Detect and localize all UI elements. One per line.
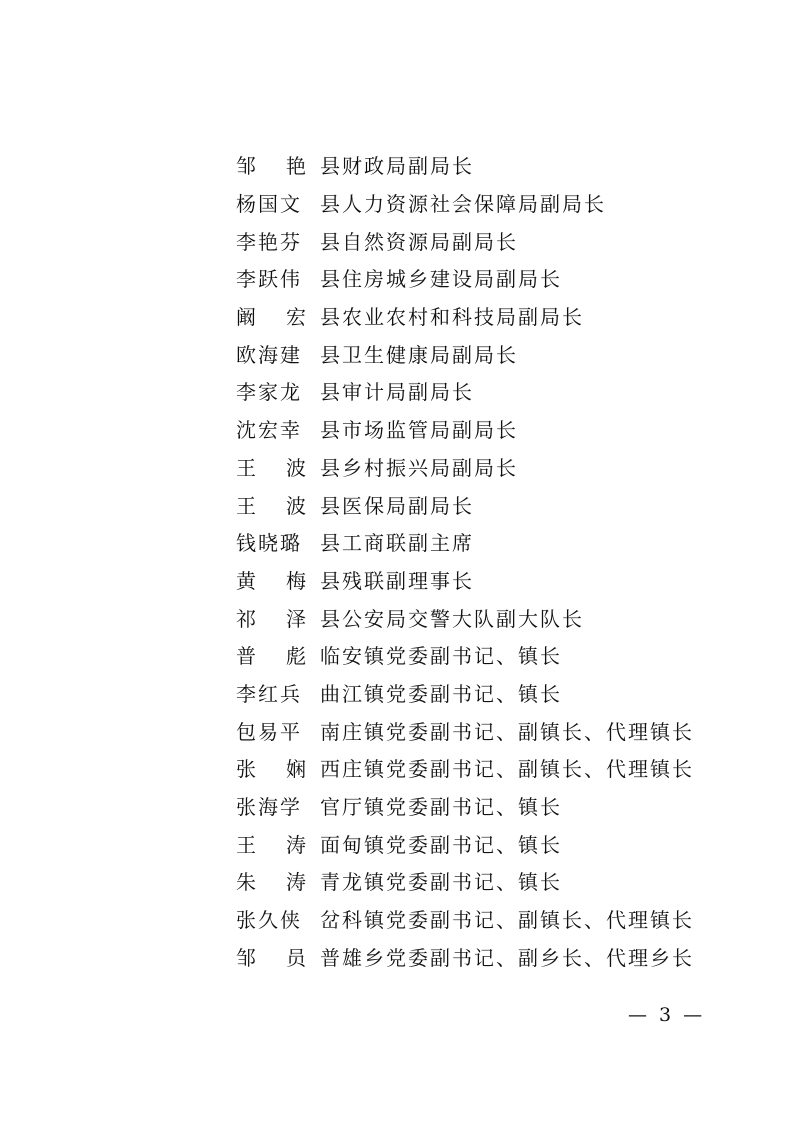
position-title: 县工商联副主席 bbox=[320, 531, 474, 556]
position-title: 西庄镇党委副书记、副镇长、代理镇长 bbox=[320, 757, 694, 782]
list-item bbox=[236, 410, 756, 448]
list-item bbox=[236, 674, 756, 712]
person-name: 张久侠 bbox=[236, 908, 302, 933]
position-title: 县自然资源局副局长 bbox=[320, 229, 518, 254]
position-title: 县医保局副局长 bbox=[320, 493, 474, 518]
position-title: 官厅镇党委副书记、镇长 bbox=[320, 795, 562, 820]
person-name: 邹 艳 bbox=[236, 154, 308, 179]
position-title: 县住房城乡建设局副局长 bbox=[320, 267, 562, 292]
position-title: 县乡村振兴局副局长 bbox=[320, 455, 518, 480]
person-name: 李红兵 bbox=[236, 681, 302, 706]
person-name: 杨国文 bbox=[236, 192, 302, 217]
list-item bbox=[236, 900, 756, 938]
person-name: 黄 梅 bbox=[236, 568, 308, 593]
person-name: 沈宏幸 bbox=[236, 418, 302, 443]
position-title: 县农业农村和科技局副局长 bbox=[320, 305, 584, 330]
position-title: 面甸镇党委副书记、镇长 bbox=[320, 832, 562, 857]
position-title: 临安镇党委副书记、镇长 bbox=[320, 644, 562, 669]
person-name: 朱 涛 bbox=[236, 870, 308, 895]
person-name: 祁 泽 bbox=[236, 606, 308, 631]
position-title: 县财政局副局长 bbox=[320, 154, 474, 179]
position-title: 曲江镇党委副书记、镇长 bbox=[320, 681, 562, 706]
position-title: 县残联副理事长 bbox=[320, 568, 474, 593]
position-title: 南庄镇党委副书记、副镇长、代理镇长 bbox=[320, 719, 694, 744]
appointment-list bbox=[236, 146, 756, 975]
list-item bbox=[236, 221, 756, 259]
list-item bbox=[236, 787, 756, 825]
list-item bbox=[236, 862, 756, 900]
list-item bbox=[236, 184, 756, 222]
list-item bbox=[236, 372, 756, 410]
list-item bbox=[236, 711, 756, 749]
person-name: 李家龙 bbox=[236, 380, 302, 405]
position-title: 青龙镇党委副书记、镇长 bbox=[320, 870, 562, 895]
person-name: 李跃伟 bbox=[236, 267, 302, 292]
position-title: 县市场监管局副局长 bbox=[320, 418, 518, 443]
list-item bbox=[236, 937, 756, 975]
list-item bbox=[236, 259, 756, 297]
list-item bbox=[236, 523, 756, 561]
person-name: 阚 宏 bbox=[236, 305, 308, 330]
list-item bbox=[236, 749, 756, 787]
person-name: 王 波 bbox=[236, 455, 308, 480]
position-title: 县人力资源社会保障局副局长 bbox=[320, 192, 606, 217]
list-item bbox=[236, 146, 756, 184]
position-title: 县审计局副局长 bbox=[320, 380, 474, 405]
list-item bbox=[236, 448, 756, 486]
person-name: 王 波 bbox=[236, 493, 308, 518]
person-name: 张 娴 bbox=[236, 757, 308, 782]
position-title: 县卫生健康局副局长 bbox=[320, 342, 518, 367]
position-title: 县公安局交警大队副大队长 bbox=[320, 606, 584, 631]
list-item bbox=[236, 636, 756, 674]
page-number: — 3 — bbox=[628, 1004, 706, 1026]
person-name: 钱晓璐 bbox=[236, 531, 302, 556]
person-name: 李艳芬 bbox=[236, 229, 302, 254]
person-name: 邹 员 bbox=[236, 945, 308, 970]
person-name: 王 涛 bbox=[236, 832, 308, 857]
person-name: 包易平 bbox=[236, 719, 302, 744]
list-item bbox=[236, 824, 756, 862]
list-item bbox=[236, 334, 756, 372]
person-name: 欧海建 bbox=[236, 342, 302, 367]
position-title: 普雄乡党委副书记、副乡长、代理乡长 bbox=[320, 945, 694, 970]
position-title: 岔科镇党委副书记、副镇长、代理镇长 bbox=[320, 908, 694, 933]
person-name: 普 彪 bbox=[236, 644, 308, 669]
list-item bbox=[236, 561, 756, 599]
list-item bbox=[236, 598, 756, 636]
list-item bbox=[236, 485, 756, 523]
person-name: 张海学 bbox=[236, 795, 302, 820]
list-item bbox=[236, 297, 756, 335]
